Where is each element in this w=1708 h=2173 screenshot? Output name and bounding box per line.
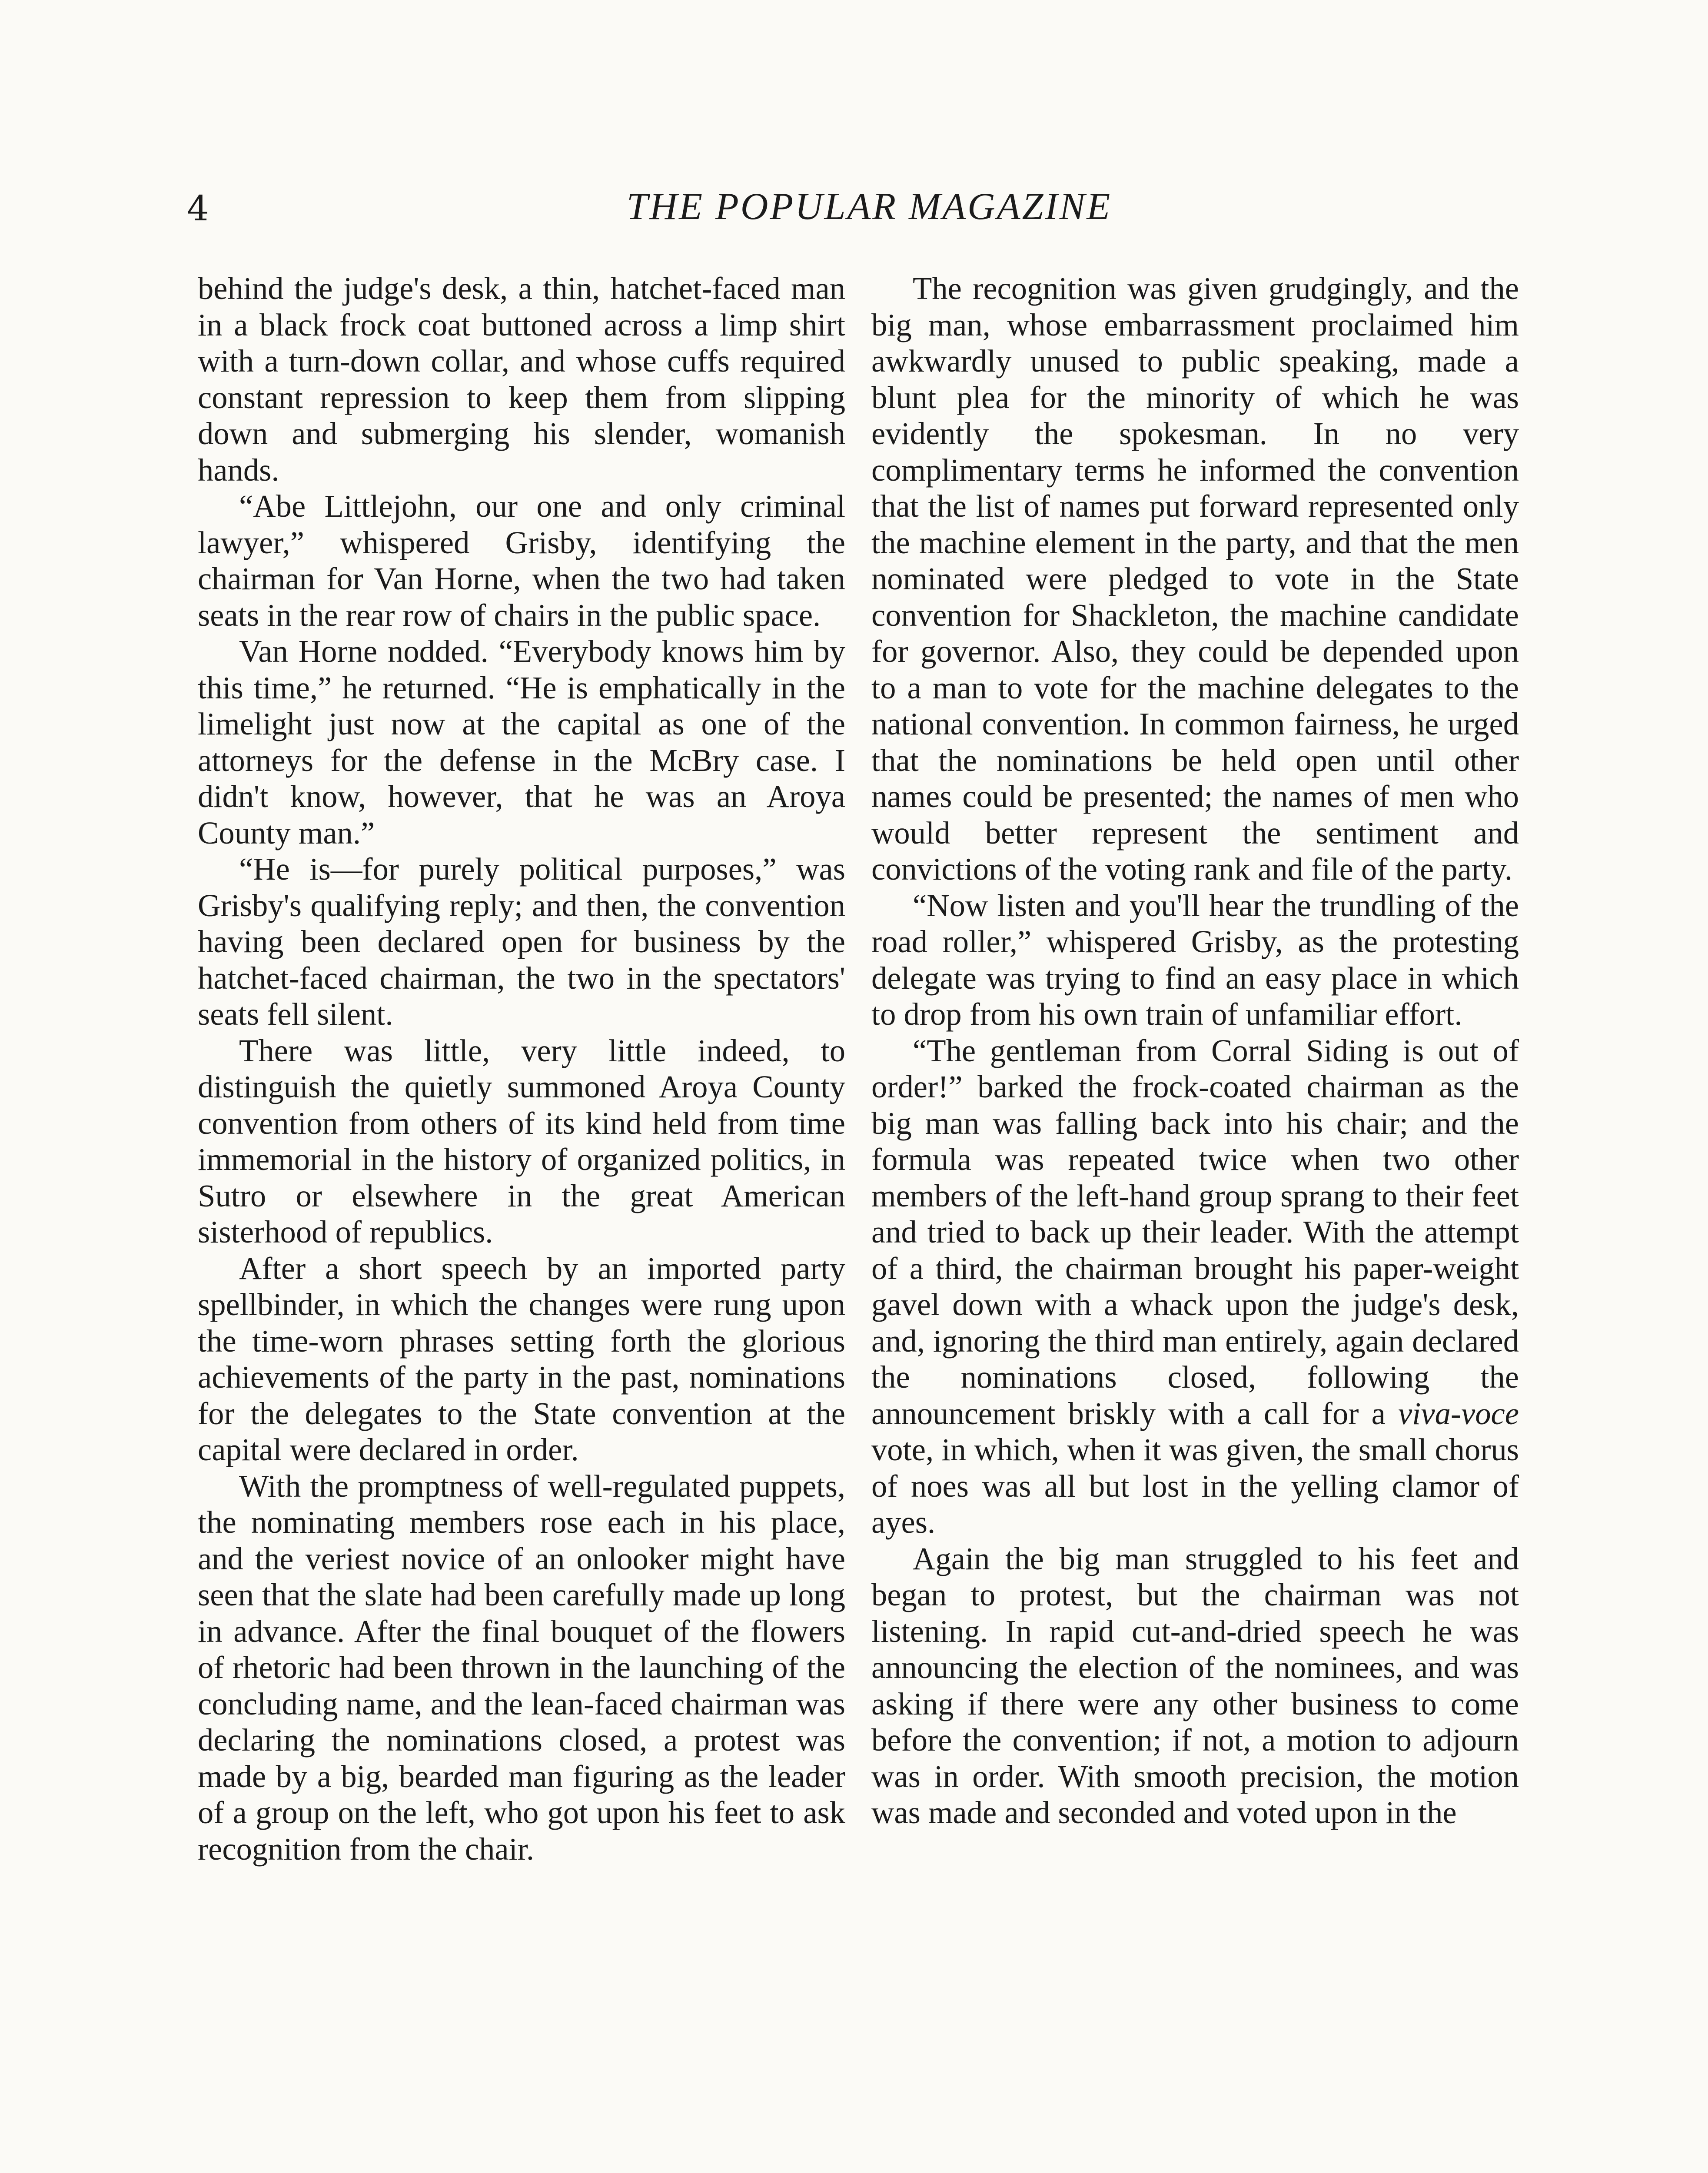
paragraph-text: “The gentleman from Corral Siding is out of order!” barked the frock-coated chairman as the big man was falling back into his chair; and the formula was repeated twice when two other members of the left-hand group sprang to their feet and tried to back up their leader. With the attempt of a third, the chairman brought his paper-weight gavel down with a whack upon the judge's desk, and, ignoring the third man entirely, again declared the nominations closed, following the announcement briskly with a call for a	[871, 1033, 1519, 1431]
paragraph: “Abe Littlejohn, our one and only criminal lawyer,” whispered Grisby, identifying the chairman for Van Horne, when the two had taken seats in the rear row of chairs in the public space.	[198, 488, 845, 633]
paragraph: behind the judge's desk, a thin, hatchet-faced man in a black frock coat buttoned across a limp shirt with a turn-down collar, and whose cuffs required constant repression to keep them from slipping down and submerging his slender, womanish hands.	[198, 271, 845, 488]
paragraph: After a short speech by an imported party spellbinder, in which the changes were rung upon the time-worn phrases setting forth the glorious achievements of the party in the past, nominations for the delegates to the State convention at the capital were declared in order.	[198, 1250, 845, 1467]
paragraph	[871, 1033, 1519, 1541]
paragraph: “He is—for purely political purposes,” was Grisby's qualifying reply; and then, the convention having been declared open for business by the hatchet-faced chairman, the two in the spectators' seats fell silent.	[198, 851, 845, 1032]
paragraph: “Now listen and you'll hear the trundling of the road roller,” whispered Grisby, as the protesting delegate was trying to find an easy place in which to drop from his own train of unfamiliar effort.	[871, 887, 1519, 1032]
paragraph: Again the big man struggled to his feet and began to protest, but the chairman was not listening. In rapid cut-and-dried speech he was announcing the election of the nominees, and was asking if there were any other business to come before the convention; if not, a motion to adjourn was in order. With smooth precision, the motion was made and seconded and voted upon in the	[871, 1541, 1519, 1830]
right-column	[871, 270, 1519, 1831]
paragraph: With the promptness of well-regulated puppets, the nominating members rose each in his place, and the veriest novice of an onlooker might have seen that the slate had been carefully made up long in advance. After the final bouquet of the flowers of rhetoric had been thrown in the launching of the concluding name, and the lean-faced chairman was declaring the nominations closed, a protest was made by a big, bearded man figuring as the leader of a group on the left, who got upon his feet to ask recognition from the chair.	[198, 1468, 845, 1867]
paragraph: Van Horne nodded. “Everybody knows him by this time,” he returned. “He is emphatically in the limelight just now at the capital as one of the attorneys for the defense in the McBry case. I didn't know, however, that he was an Aroya County man.”	[198, 634, 845, 851]
paragraph-text: vote, in which, when it was given, the small chorus of noes was all but lost in the yelling clamor of ayes.	[871, 1432, 1519, 1540]
page-number: 4	[187, 188, 209, 229]
paragraph: The recognition was given grudgingly, and the big man, whose embarrassment proclaimed him awkwardly unused to public speaking, made a blunt plea for the minority of which he was evidently the spokesman. In no very complimentary terms he informed the convention that the list of names put forward represented only the machine element in the party, and that the men nominated were pledged to vote in the State convention for Shackleton, the machine candidate for governor. Also, they could be depended upon to a man to vote for the machine delegates to the national convention. In common fairness, he urged that the nominations be held open until other names could be presented; the names of men who would better represent the sentiment and convictions of the voting rank and file of the party.	[871, 271, 1519, 887]
italic-phrase: viva-voce	[1398, 1396, 1519, 1431]
left-column	[198, 270, 845, 1867]
paragraph: There was little, very little indeed, to distinguish the quietly summoned Aroya County convention from others of its kind held from time immemorial in the history of organized politics, in Sutro or elsewhere in the great American sisterhood of republics.	[198, 1033, 845, 1249]
running-head: THE POPULAR MAGAZINE	[626, 186, 1112, 228]
